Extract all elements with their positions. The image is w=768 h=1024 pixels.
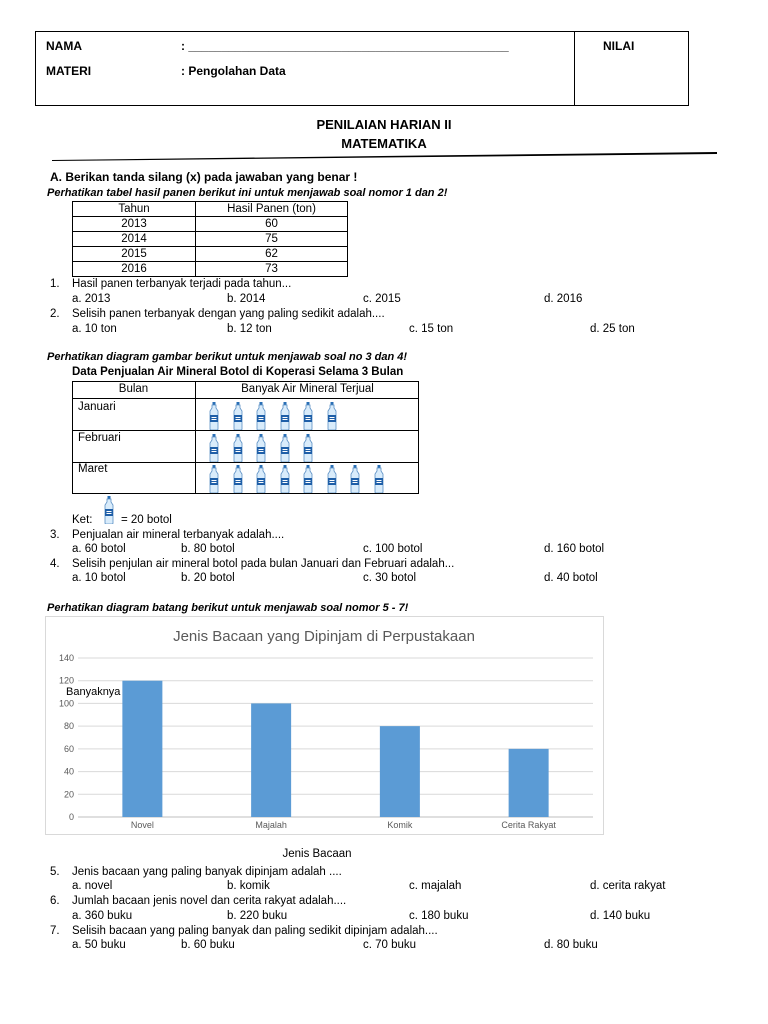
y-tick-label: 140 (58, 653, 74, 663)
pictogram-header-bulan: Bulan (118, 383, 149, 395)
option-d[interactable]: d. 140 buku (590, 910, 651, 922)
pictogram-month: Maret (78, 463, 108, 475)
pictogram-key-label: Ket: (72, 514, 93, 526)
header-divider (574, 31, 575, 106)
pictogram-rule (72, 398, 419, 399)
table-header-cell: Hasil Panen (ton) (196, 202, 348, 217)
y-tick-label: 60 (63, 743, 74, 754)
y-tick-label: 80 (63, 721, 74, 732)
bar-majalah (251, 703, 291, 817)
option-b[interactable]: b. komik (227, 880, 270, 892)
option-b[interactable]: b. 80 botol (181, 543, 235, 555)
table-cell: 2013 (73, 217, 196, 232)
bar-chart (45, 616, 604, 835)
question-number: 7. (50, 925, 60, 937)
question-text: Penjualan air mineral terbanyak adalah.... (72, 529, 285, 541)
intro-table: Perhatikan tabel hasil panen berikut ini untuk menjawab soal nomor 1 dan 2! (47, 187, 448, 199)
pictogram-key-value: = 20 botol (121, 514, 172, 526)
table-cell: 73 (196, 262, 348, 277)
option-c[interactable]: c. 30 botol (363, 572, 417, 584)
question-number: 5. (50, 866, 60, 878)
table-cell: 75 (196, 232, 348, 247)
table-row (73, 232, 348, 247)
bar-cerita-rakyat (509, 749, 549, 817)
table-cell: 2015 (73, 247, 196, 262)
section-a-heading: A. Berikan tanda silang (x) pada jawaban yang benar ! (50, 170, 358, 184)
question-number: 1. (50, 278, 60, 290)
x-tick-label: Komik (387, 820, 413, 830)
bottle-icon (256, 465, 266, 493)
bottle-icon (209, 465, 219, 493)
chart-x-axis-title: Jenis Bacaan (282, 848, 352, 860)
y-tick-label: 100 (58, 698, 74, 709)
bottle-icon (256, 434, 266, 462)
option-b[interactable]: b. 220 buku (227, 910, 288, 922)
x-tick-label: Majalah (255, 820, 287, 830)
intro-pictogram: Perhatikan diagram gambar berikut untuk menjawab soal no 3 dan 4! (47, 351, 408, 363)
title-underline (50, 150, 720, 162)
table-row (73, 247, 348, 262)
chart-title: Jenis Bacaan yang Dipinjam di Perpustakaan (173, 628, 475, 645)
y-tick-label: 0 (68, 812, 74, 822)
question-number: 2. (50, 308, 60, 320)
option-a[interactable]: a. novel (72, 880, 113, 892)
option-c[interactable]: c. 100 botol (363, 543, 423, 555)
y-tick-label: 120 (58, 675, 74, 686)
option-a[interactable]: a. 10 botol (72, 572, 126, 584)
option-a[interactable]: a. 2013 (72, 293, 111, 305)
bottle-icon (280, 465, 290, 493)
option-a[interactable]: a. 10 ton (72, 323, 117, 335)
bottle-icon (327, 465, 337, 493)
y-tick-label: 20 (63, 789, 74, 800)
option-b[interactable]: b. 60 buku (181, 939, 235, 951)
pictogram-rule (72, 462, 419, 463)
bottle-icon (303, 402, 313, 430)
table-row (73, 262, 348, 277)
bottle-icon (209, 434, 219, 462)
bottle-icon (233, 434, 243, 462)
table-cell: 62 (196, 247, 348, 262)
bottle-icon (327, 402, 337, 430)
question-text: Selisih panen terbanyak dengan yang paling sedikit adalah.... (72, 308, 385, 320)
option-d[interactable]: d. 80 buku (544, 939, 598, 951)
question-number: 3. (50, 529, 60, 541)
table-cell: 60 (196, 217, 348, 232)
pictogram-header-jumlah: Banyak Air Mineral Terjual (241, 383, 374, 395)
option-a[interactable]: a. 60 botol (72, 543, 126, 555)
bottle-icon (256, 402, 266, 430)
x-tick-label: Novel (130, 820, 154, 830)
option-b[interactable]: b. 12 ton (227, 323, 272, 335)
nama-field[interactable]: : ________________________________________________ (181, 39, 509, 53)
bottle-icon (303, 465, 313, 493)
question-number: 4. (50, 558, 60, 570)
question-text: Jenis bacaan yang paling banyak dipinjam adalah .... (72, 866, 342, 878)
materi-label: MATERI (46, 64, 92, 78)
question-number: 6. (50, 895, 60, 907)
bottle-icon (280, 402, 290, 430)
bottle-icon (280, 434, 290, 462)
table-header-cell: Tahun (73, 202, 196, 217)
bottle-icon (350, 465, 360, 493)
option-b[interactable]: b. 20 botol (181, 572, 235, 584)
page-title-line1: PENILAIAN HARIAN II (316, 117, 452, 132)
y-tick-label: 40 (63, 766, 74, 777)
bar-novel (122, 681, 162, 817)
option-d[interactable]: d. cerita rakyat (590, 880, 666, 892)
bottle-icon (209, 402, 219, 430)
bottle-icon (303, 434, 313, 462)
nilai-label: NILAI (603, 39, 635, 53)
harvest-table (72, 201, 348, 277)
question-text: Hasil panen terbanyak terjadi pada tahun... (72, 278, 292, 290)
option-d[interactable]: d. 40 botol (544, 572, 598, 584)
option-c[interactable]: c. 15 ton (409, 323, 454, 335)
option-c[interactable]: c. majalah (409, 880, 462, 892)
option-c[interactable]: c. 70 buku (363, 939, 417, 951)
question-text: Selisih penjulan air mineral botol pada bulan Januari dan Februari adalah... (72, 558, 455, 570)
table-header-row (73, 202, 348, 217)
table-cell: 2016 (73, 262, 196, 277)
bar-komik (380, 726, 420, 817)
option-c[interactable]: c. 180 buku (409, 910, 469, 922)
pictogram-month: Januari (78, 401, 116, 413)
table-row (73, 217, 348, 232)
pictogram-divider (195, 381, 196, 494)
bottle-icon (233, 465, 243, 493)
pictogram-title: Data Penjualan Air Mineral Botol di Koperasi Selama 3 Bulan (72, 366, 404, 378)
question-text: Jumlah bacaan jenis novel dan cerita rakyat adalah.... (72, 895, 347, 907)
option-d[interactable]: d. 2016 (544, 293, 583, 305)
option-d[interactable]: d. 25 ton (590, 323, 635, 335)
pictogram-month: Februari (78, 432, 121, 444)
y-axis-title: Banyaknya (66, 686, 121, 698)
option-c[interactable]: c. 2015 (363, 293, 401, 305)
bottle-icon (233, 402, 243, 430)
option-b[interactable]: b. 2014 (227, 293, 266, 305)
option-d[interactable]: d. 160 botol (544, 543, 605, 555)
pictogram-rule (72, 430, 419, 431)
materi-value: : Pengolahan Data (181, 64, 286, 78)
option-a[interactable]: a. 360 buku (72, 910, 133, 922)
question-text: Selisih bacaan yang paling banyak dan paling sedikit dipinjam adalah.... (72, 925, 438, 937)
option-a[interactable]: a. 50 buku (72, 939, 126, 951)
key-bottle-icon (104, 496, 114, 524)
page-title-line2: MATEMATIKA (341, 136, 427, 151)
bottle-icon (374, 465, 384, 493)
intro-bar-chart: Perhatikan diagram batang berikut untuk menjawab soal nomor 5 - 7! (47, 602, 409, 614)
x-tick-label: Cerita Rakyat (501, 820, 556, 830)
table-cell: 2014 (73, 232, 196, 247)
nama-label: NAMA (46, 39, 82, 53)
